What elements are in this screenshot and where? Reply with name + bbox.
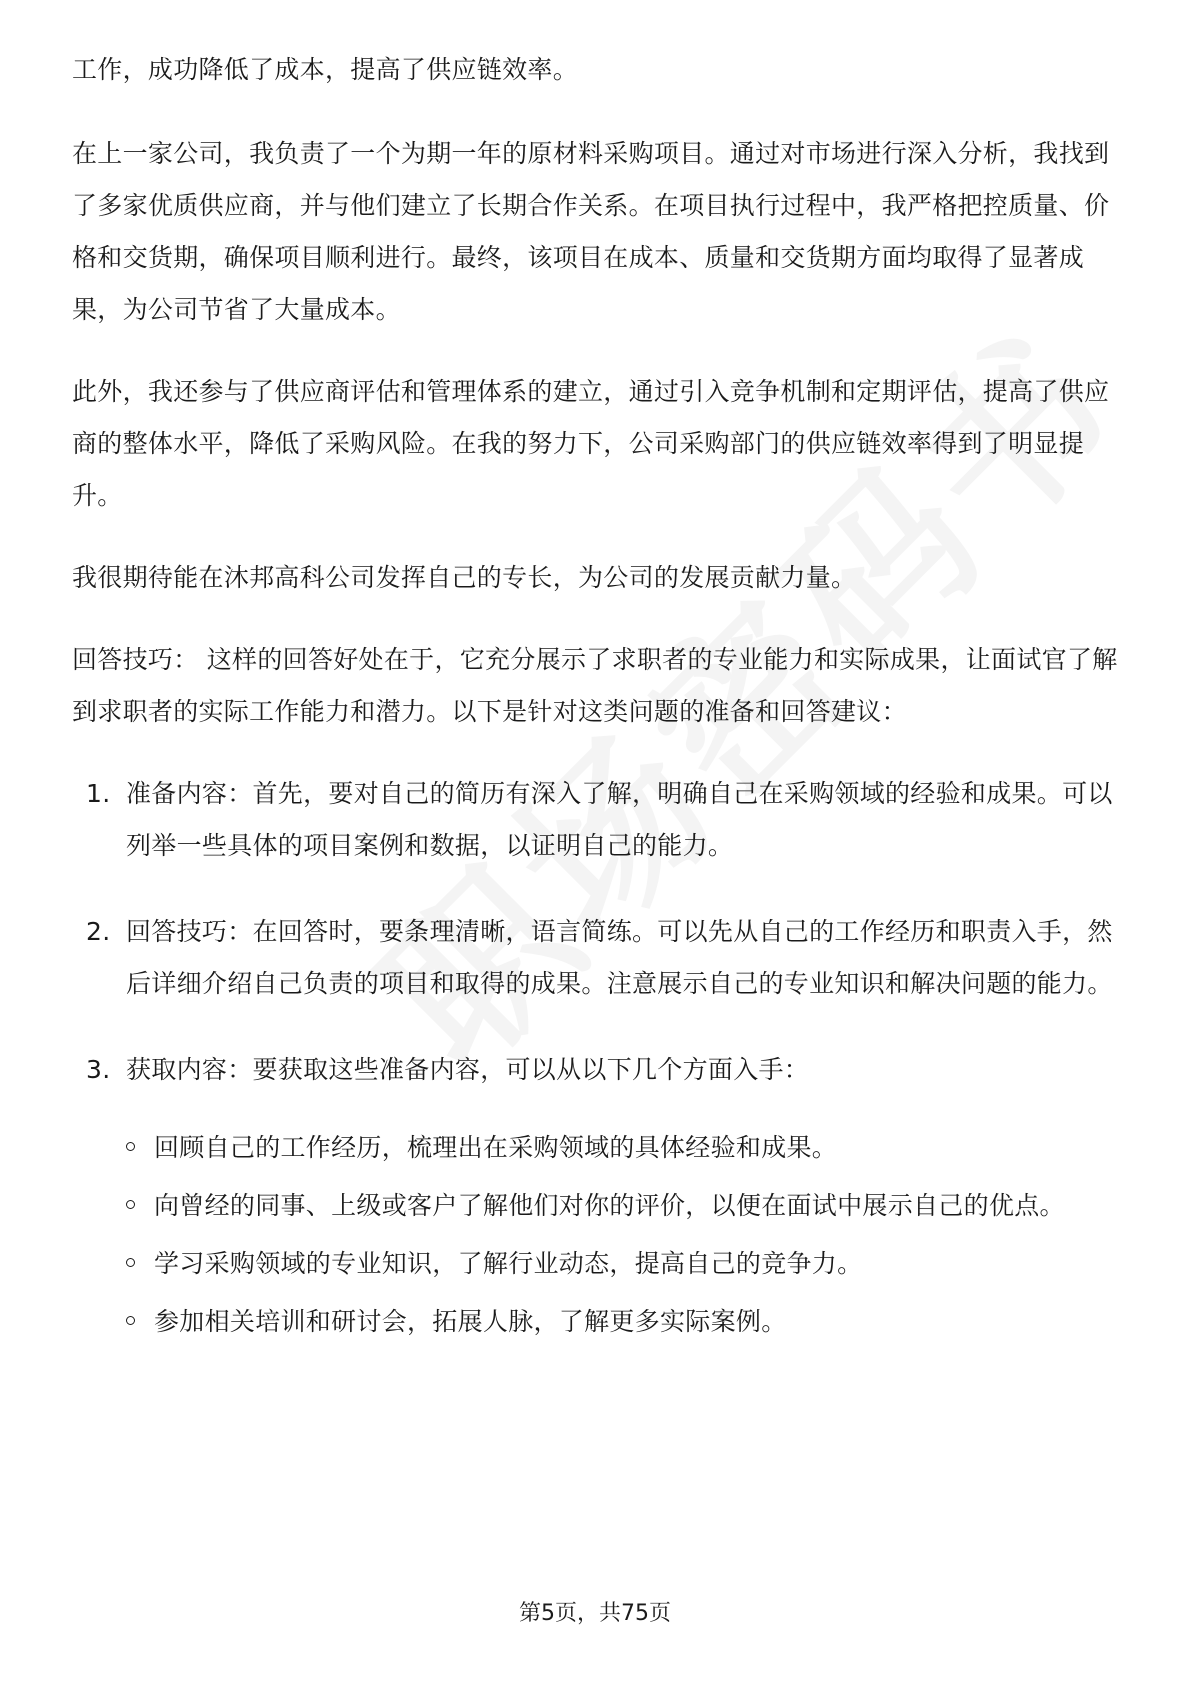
list-item-text: 准备内容：首先，要对自己的简历有深入了解，明确自己在采购领域的经验和成果。可以列举一些具体的项目案例和数据，以证明自己的能力。 xyxy=(126,779,1113,860)
circle-bullet-icon xyxy=(126,1258,135,1267)
paragraph: 在上一家公司，我负责了一个为期一年的原材料采购项目。通过对市场进行深入分析，我找到了多家优质供应商，并与他们建立了长期合作关系。在项目执行过程中，我严格把控质量、价格和交货期，确保项目顺利进行。最终，该项目在成本、质量和交货期方面均取得了显著成果，为公司节省了大量成本。 xyxy=(72,139,1110,324)
list-number: 3. xyxy=(86,1055,111,1084)
numbered-list xyxy=(72,768,1122,1348)
paragraph: 我很期待能在沐邦高科公司发挥自己的专长，为公司的发展贡献力量。 xyxy=(72,563,857,592)
sub-list-item-text: 学习采购领域的专业知识，了解行业动态，提高自己的竞争力。 xyxy=(154,1249,863,1278)
list-item xyxy=(72,906,1122,1010)
sub-list-item-text: 向曾经的同事、上级或客户了解他们对你的评价，以便在面试中展示自己的优点。 xyxy=(154,1191,1065,1220)
sub-list-item-text: 回顾自己的工作经历，梳理出在采购领域的具体经验和成果。 xyxy=(154,1133,838,1162)
list-item xyxy=(72,768,1122,872)
list-item-text: 获取内容：要获取这些准备内容，可以从以下几个方面入手： xyxy=(126,1055,810,1084)
sub-list-item-text: 参加相关培训和研讨会，拓展人脉，了解更多实际案例。 xyxy=(154,1307,787,1336)
circle-bullet-icon xyxy=(126,1142,135,1151)
sub-list-item xyxy=(126,1238,1122,1290)
sub-list-item xyxy=(126,1122,1122,1174)
sub-list-item xyxy=(126,1180,1122,1232)
sub-list-item xyxy=(126,1296,1122,1348)
list-item-text: 回答技巧：在回答时，要条理清晰，语言简练。可以先从自己的工作经历和职责入手，然后详细介绍自己负责的项目和取得的成果。注意展示自己的专业知识和解决问题的能力。 xyxy=(126,917,1113,998)
paragraph-answer-tips: 回答技巧： 这样的回答好处在于，它充分展示了求职者的专业能力和实际成果，让面试官了解到求职者的实际工作能力和潜力。以下是针对这类问题的准备和回答建议： xyxy=(72,645,1118,726)
circle-bullet-icon xyxy=(126,1316,135,1325)
sub-list xyxy=(126,1122,1122,1348)
paragraph: 工作，成功降低了成本，提高了供应链效率。 xyxy=(72,55,579,84)
list-number: 1. xyxy=(86,779,111,808)
document-body xyxy=(72,44,1122,1382)
list-number: 2. xyxy=(86,917,111,946)
page-number-footer: 第5页，共75页 xyxy=(519,1601,671,1626)
list-item xyxy=(72,1044,1122,1348)
paragraph: 此外，我还参与了供应商评估和管理体系的建立，通过引入竞争机制和定期评估，提高了供应商的整体水平，降低了采购风险。在我的努力下，公司采购部门的供应链效率得到了明显提升。 xyxy=(72,377,1110,510)
circle-bullet-icon xyxy=(126,1200,135,1209)
